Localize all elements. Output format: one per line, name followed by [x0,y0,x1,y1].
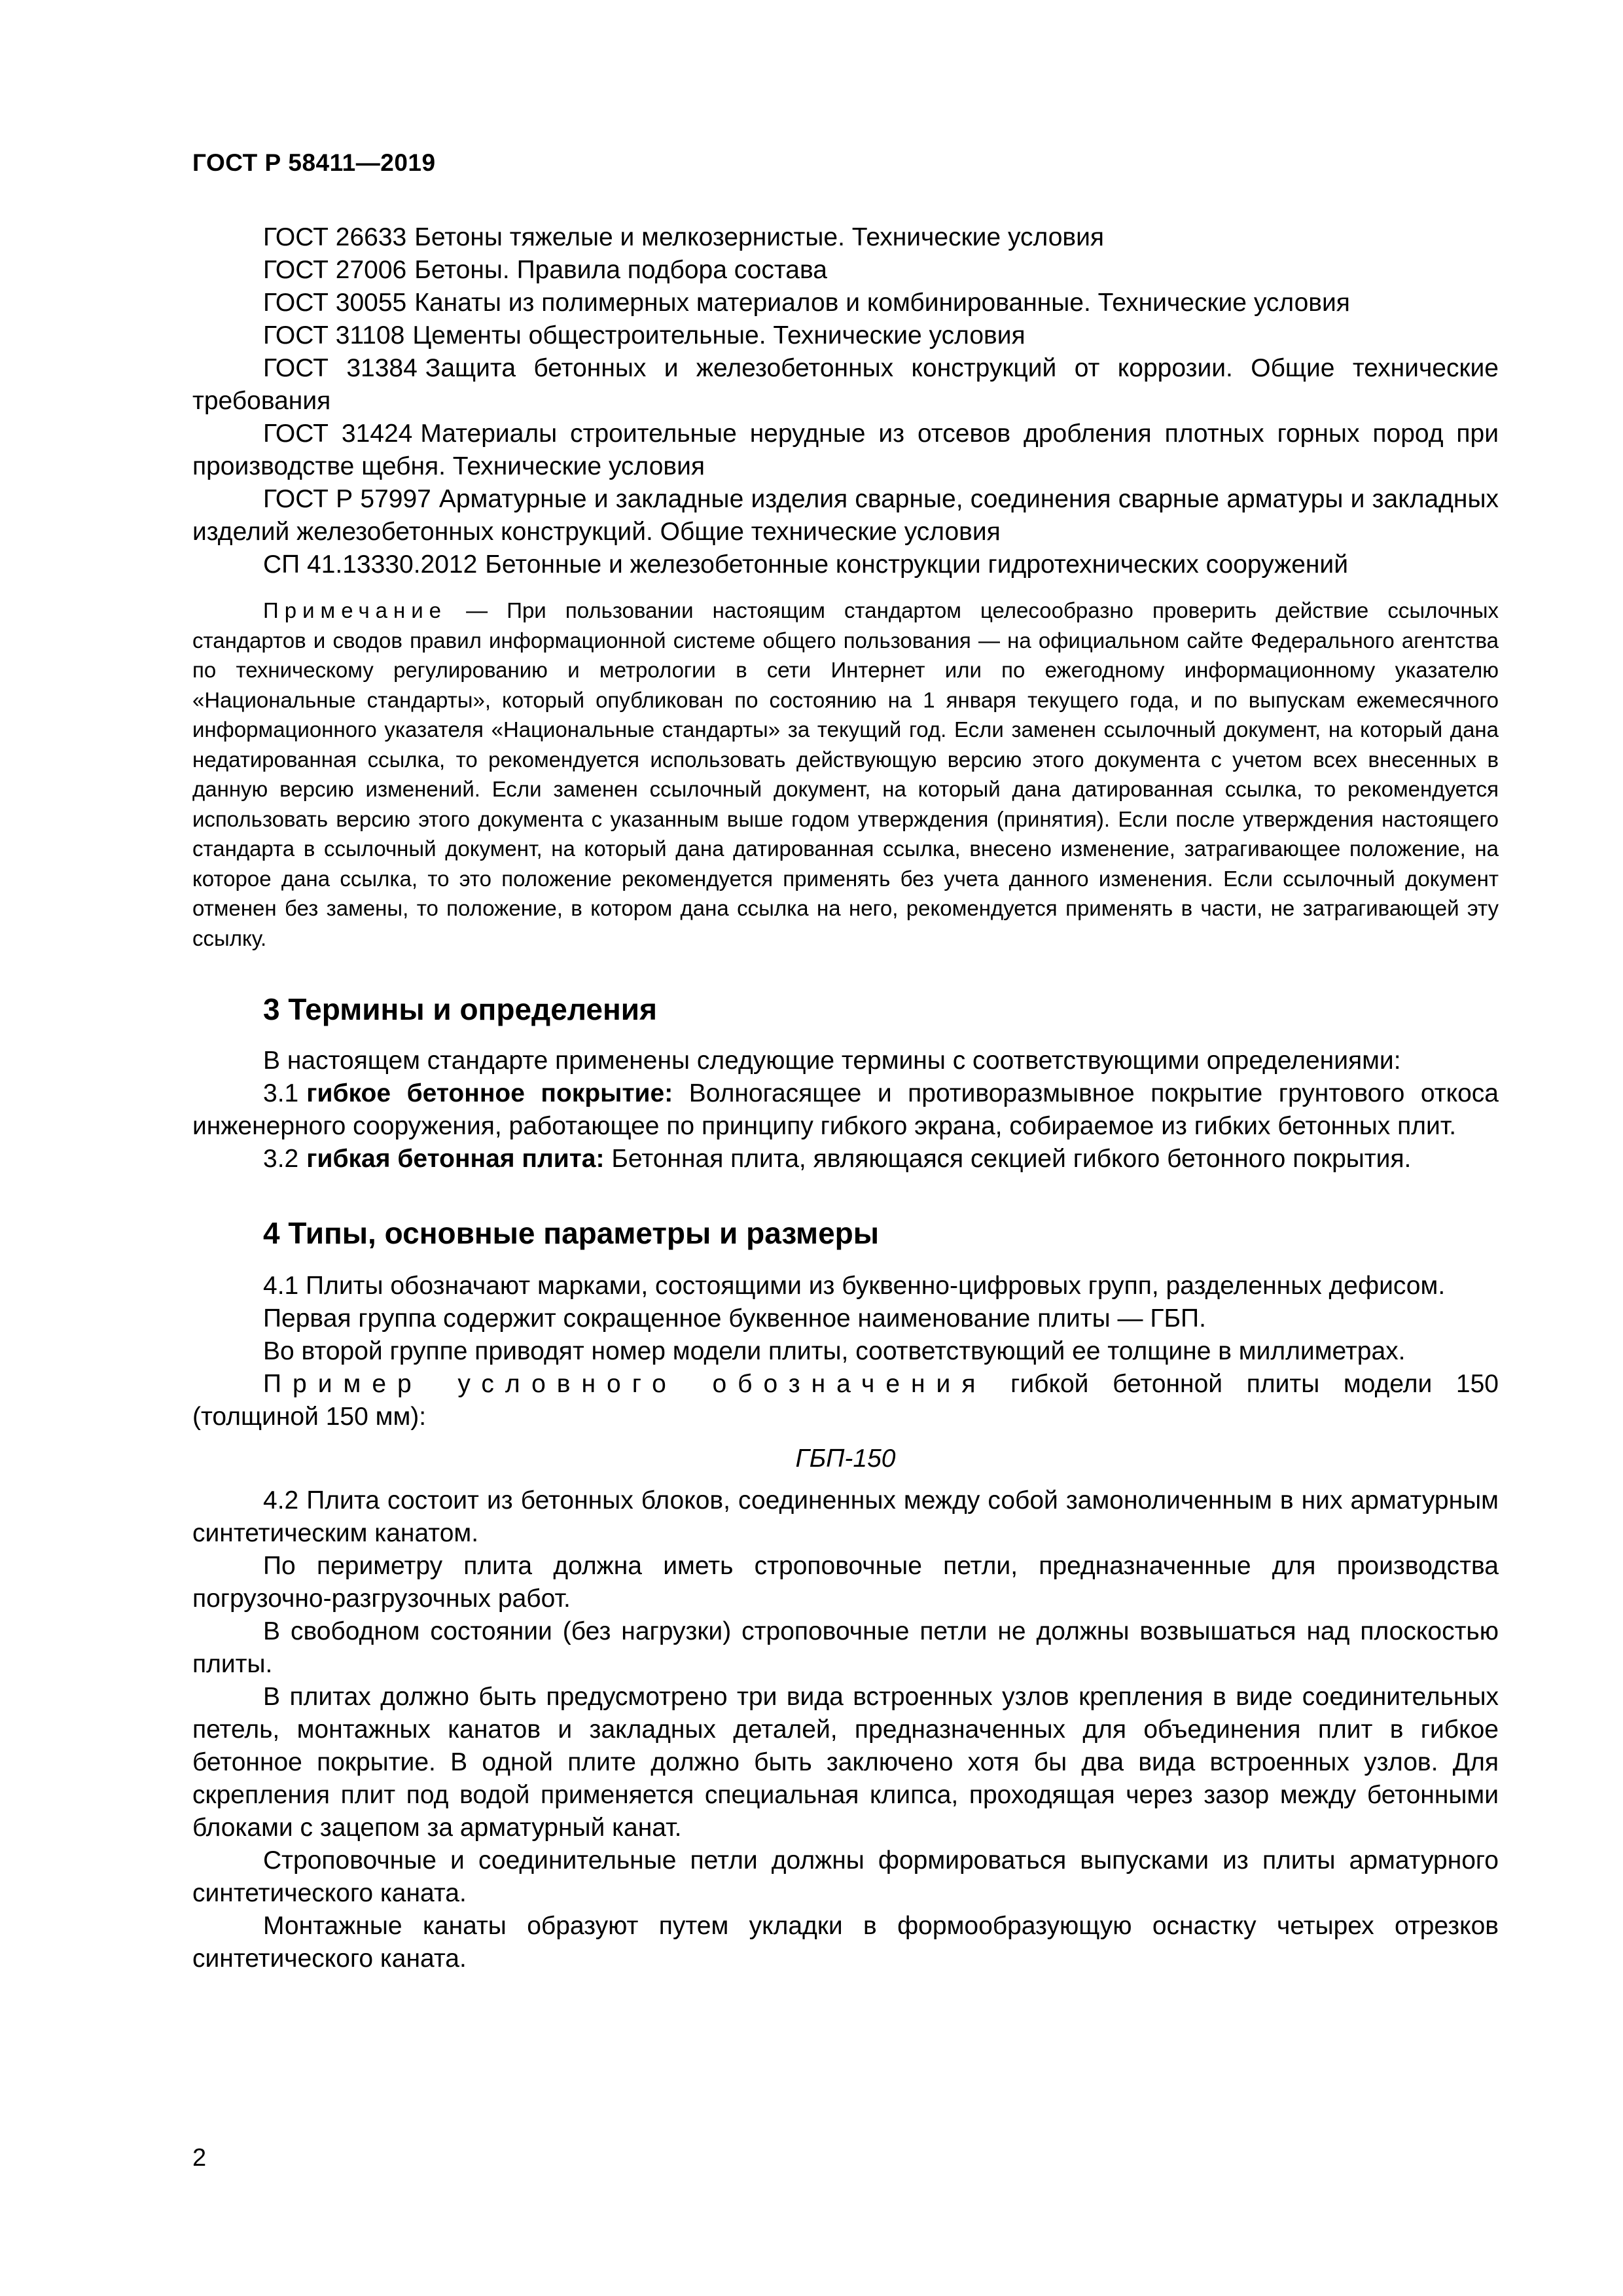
term-number: 3.2 [263,1145,299,1173]
section-4-heading: 4 Типы, основные параметры и размеры [263,1216,880,1250]
note-text: — При пользовании настоящим стандартом целесообразно проверить действие ссылочных стандартов и сводов правил информационной системе общего пользования — на официальном сайте Федерального агентства по техническому регулированию и метрологии в сети Интернет или по ежегодному информационному указателю «Национальные стандарты», который опубликован по состоянию на 1 января текущего года, и по выпускам ежемесячного информационного указателя «Национальные стандарты» за текущий год. Если заменен ссылочный документ, на который дана недатированная ссылка, то рекомендуется использовать действующую версию этого документа с учетом всех внесенных в данную версию изменений. Если заменен ссылочный документ, на который дана датированная ссылка, то рекомендуется использовать версию этого документа с указанным выше годом утверждения (принятия). Если после утверждения настоящего стандарта в ссылочный документ, на который дана датированная ссылка, внесено изменение, затрагивающее положение, на которое дана ссылка, то это положение рекомендуется применять без учета данного изменения. Если ссылочный документ отменен без замены, то положение, в котором дана ссылка на него, рекомендуется применять в части, не затрагивающей эту ссылку. [192,598,1499,950]
term-name: гибкое бетонное покрытие: [306,1079,673,1107]
note-paragraph [192,596,1499,953]
term-text: Волногасящее и противоразмывное покрытие грунтового откоса инженерного сооружения, работающее по принципу гибкого экрана, собираемое из гибких бетонных плит. [192,1079,1499,1140]
references-list [192,221,1499,581]
paragraph: 4.1 Плиты обозначают марками, состоящими из буквенно-цифровых групп, разделенных дефисом. [263,1272,1446,1300]
reference-code: ГОСТ 26633 [263,223,407,251]
reference-text: Канаты из полимерных материалов и комбинированные. Технические условия [414,289,1350,317]
document-header: ГОСТ Р 58411—2019 [192,149,436,176]
reference-item [192,221,1499,254]
paragraph: По периметру плита должна иметь строповочные петли, предназначенные для производства погрузочно-разгрузочных работ. [192,1552,1499,1613]
reference-text: Материалы строительные нерудные из отсевов дробления плотных горных пород при производстве щебня. Технические условия [192,420,1499,480]
paragraph: В свободном состоянии (без нагрузки) строповочные петли не должны возвышаться над плоскостью плиты. [192,1617,1499,1678]
reference-text: Бетоны тяжелые и мелкозернистые. Технические условия [414,223,1105,251]
term-name: гибкая бетонная плита: [306,1145,605,1173]
paragraph: Первая группа содержит сокращенное буквенное наименование плиты — ГБП. [263,1304,1206,1333]
reference-text: Бетоны. Правила подбора состава [414,256,827,284]
reference-item [192,254,1499,287]
page-number: 2 [192,2144,207,2172]
term-number: 3.1 [263,1079,299,1107]
reference-code: ГОСТ 31108 [263,321,405,350]
reference-code: ГОСТ 31384 [263,354,418,382]
example-label: Пример условного обозначения [263,1370,987,1398]
reference-code: ГОСТ 30055 [263,289,407,317]
reference-item [192,287,1499,319]
paragraph: Строповочные и соединительные петли должны формироваться выпусками из плиты арматурного синтетического каната. [192,1846,1499,1907]
section-3-intro: В настоящем стандарте применены следующие термины с соответствующими определениями: [263,1047,1401,1075]
reference-code: ГОСТ Р 57997 [263,485,431,513]
reference-item [192,319,1499,352]
example-designation: ГБП-150 [795,1444,896,1473]
section-3-heading: 3 Термины и определения [263,992,657,1026]
example-paragraph [192,1368,1499,1433]
document-body [192,221,1499,1975]
term-definition [192,1077,1499,1143]
paragraph: В плитах должно быть предусмотрено три вида встроенных узлов крепления в виде соединительных петель, монтажных канатов и закладных деталей, предназначенных для объединения плит в гибкое бетонное покрытие. В одной плите должно быть заключено хотя бы два вида встроенных узлов. Для скрепления плит под водой применяется специальная клипса, проходящая через зазор между бетонными блоками с зацепом за арматурный канат. [192,1683,1499,1842]
reference-code: ГОСТ 27006 [263,256,407,284]
term-text: Бетонная плита, являющаяся секцией гибкого бетонного покрытия. [611,1145,1412,1173]
note-label: Примечание [263,598,448,622]
reference-code: СП 41.13330.2012 [263,550,478,579]
reference-text: Бетонные и железобетонные конструкции гидротехнических сооружений [485,550,1349,579]
paragraph: Монтажные канаты образуют путем укладки в формообразующую оснастку четырех отрезков синтетического каната. [192,1912,1499,1973]
reference-code: ГОСТ 31424 [263,420,413,448]
example-text: гибкой бетонной плиты модели 150 (толщиной 150 мм): [192,1370,1499,1431]
reference-item [192,548,1499,581]
reference-item [192,418,1499,483]
reference-item [192,352,1499,418]
reference-text: Цементы общестроительные. Технические условия [412,321,1026,350]
term-definition [192,1143,1499,1175]
paragraph: Во второй группе приводят номер модели плиты, соответствующий ее толщине в миллиметрах. [263,1337,1406,1365]
reference-text: Арматурные и закладные изделия сварные, соединения сварные арматуры и закладных изделий железобетонных конструкций. Общие технические условия [192,485,1499,546]
reference-text: Защита бетонных и железобетонных конструкций от коррозии. Общие технические требования [192,354,1499,415]
reference-item [192,483,1499,548]
paragraph: 4.2 Плита состоит из бетонных блоков, соединенных между собой замоноличенным в них арматурным синтетическим канатом. [192,1486,1499,1547]
